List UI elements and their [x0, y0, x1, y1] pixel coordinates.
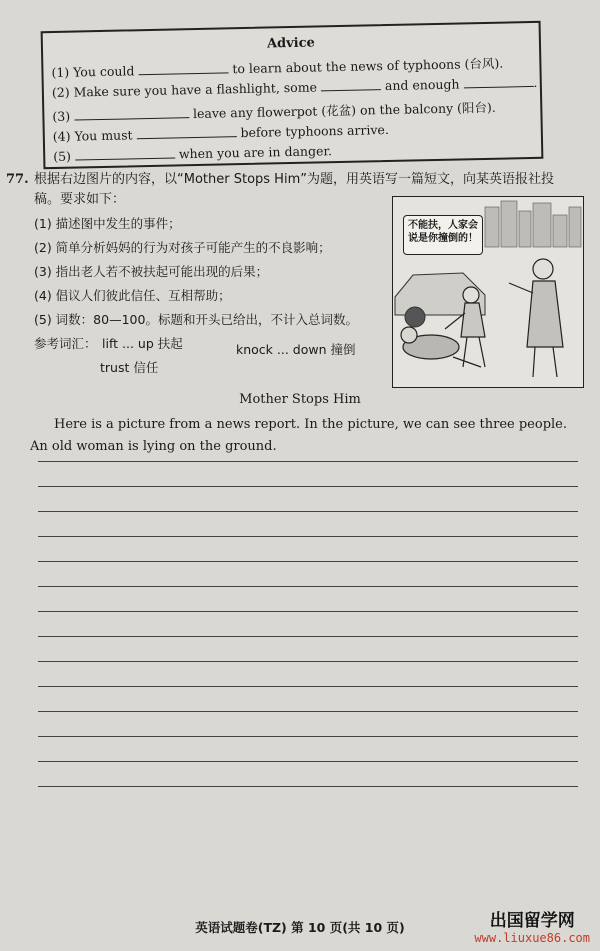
watermark-url: www.liuxue86.com — [474, 931, 590, 945]
answer-line[interactable] — [38, 636, 578, 637]
advice-line-3 — [52, 98, 496, 125]
essay-title: Mother Stops Him — [239, 392, 361, 407]
answer-line[interactable] — [38, 786, 578, 787]
answer-line[interactable] — [38, 661, 578, 662]
watermark-title: 出国留学网 — [489, 911, 575, 931]
vocab-label: 参考词汇： — [34, 336, 97, 351]
advice-text: when you are in danger. — [178, 143, 333, 162]
answer-blank[interactable] — [463, 76, 533, 88]
advice-line-5 — [53, 143, 332, 164]
answer-blank[interactable] — [75, 147, 175, 160]
requirement-5: (5) 词数：80—100。标题和开头已给出，不计入总词数。 — [34, 312, 358, 327]
mother-icon — [509, 259, 563, 377]
advice-num: (1) — [51, 64, 70, 81]
vocab-trust: trust 信任 — [100, 360, 159, 375]
advice-num: (3) — [52, 108, 71, 125]
requirement-3: (3) 指出老人若不被扶起可能出现的后果； — [34, 264, 269, 279]
advice-num: (4) — [52, 128, 71, 145]
advice-text: to learn about the news of typhoons (台风). — [232, 55, 504, 77]
question-prompt: 根据右边图片的内容，以“Mother Stops Him”为题，用英语写一篇短文，向某英语报社投稿。要求如下： — [34, 172, 554, 207]
advice-line-4 — [53, 122, 389, 144]
requirement-2: (2) 简单分析妈妈的行为对孩子可能产生的不良影响； — [34, 240, 331, 255]
advice-text: before typhoons arrive. — [240, 121, 389, 141]
advice-text: You could — [73, 63, 135, 80]
advice-title: Advice — [266, 35, 315, 52]
watermark — [474, 906, 590, 945]
answer-line[interactable] — [38, 461, 578, 462]
answer-line[interactable] — [38, 486, 578, 487]
answer-blank[interactable] — [136, 126, 236, 139]
advice-text: . — [533, 74, 538, 90]
page-footer: 英语试题卷(TZ) 第 10 页(共 10 页) — [195, 920, 405, 935]
requirement-1: (1) 描述图中发生的事件； — [34, 216, 181, 231]
skyline-icon — [485, 201, 581, 247]
answer-line[interactable] — [38, 586, 578, 587]
vocab-knock-down: knock ... down 撞倒 — [236, 342, 356, 357]
answer-line[interactable] — [38, 711, 578, 712]
requirement-4: (4) 倡议人们彼此信任、互相帮助； — [34, 288, 231, 303]
advice-box — [41, 21, 544, 169]
answer-blank[interactable] — [138, 62, 228, 75]
speech-bubble: 不能扶，人家会说是你撞倒的！ — [403, 215, 483, 255]
answer-line[interactable] — [38, 511, 578, 512]
answer-line[interactable] — [38, 611, 578, 612]
answer-line[interactable] — [38, 761, 578, 762]
answer-blank[interactable] — [74, 107, 189, 120]
essay-opening: Here is a picture from a news report. In the picture, we can see three people. An old woman is lying on the ground. — [30, 417, 568, 454]
advice-text: leave any flowerpot (花盆) on the balcony (阳台). — [192, 99, 496, 122]
advice-text: and enough — [384, 76, 460, 94]
answer-line[interactable] — [38, 536, 578, 537]
answer-line[interactable] — [38, 561, 578, 562]
answer-blank[interactable] — [321, 79, 381, 91]
advice-num: (5) — [53, 148, 72, 165]
vocab-lift-up: lift ... up 扶起 — [102, 336, 183, 351]
answer-line[interactable] — [38, 736, 578, 737]
advice-text: You must — [74, 127, 133, 144]
advice-text: Make sure you have a flashlight, some — [73, 79, 318, 100]
question-number: 77. — [6, 172, 29, 187]
advice-num: (2) — [51, 84, 70, 101]
answer-line[interactable] — [38, 686, 578, 687]
cartoon-illustration — [392, 196, 584, 388]
